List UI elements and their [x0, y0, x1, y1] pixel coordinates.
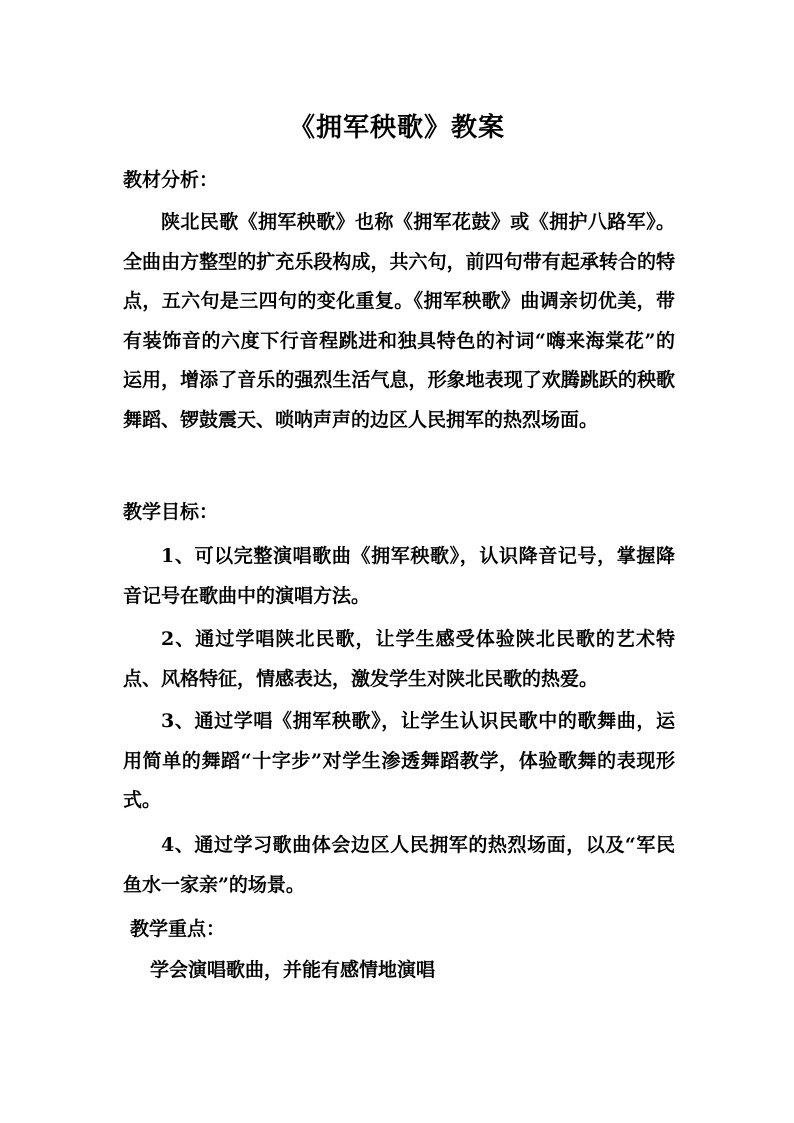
- goal-item-2: 2、通过学唱陕北民歌，让学生感受体验陕北民歌的艺术特点、风格特征，情感表达，激发学生对陕北民歌的热爱。: [123, 628, 675, 690]
- goal-item-3: 3、通过学唱《拥军秧歌》，让学生认识民歌中的歌舞曲，运用简单的舞蹈“十字步”对学生渗透舞蹈教学，体验歌舞的表现形式。: [123, 710, 675, 811]
- section-heading-key-points: 教学重点：: [130, 918, 226, 940]
- key-points-text: 学会演唱歌曲，并能有感情地演唱: [150, 959, 436, 981]
- goal-item-4: 4、通过学习歌曲体会边区人民拥军的热烈场面，以及“军民鱼水一家亲”的场景。: [123, 834, 675, 896]
- analysis-paragraph: 陕北民歌《拥军秧歌》也称《拥军花鼓》或《拥护八路军》。全曲由方整型的扩充乐段构成，共六句，前四句带有起承转合的特点，五六句是三四句的变化重复。《拥军秧歌》曲调亲切优美，带有装饰音的六度下行音程跳进和独具特色的衬词“嗨来海棠花”的运用，增添了音乐的强烈生活气息，形象地表现了欢腾跳跃的秧歌舞蹈、锣鼓震天、唢呐声声的边区人民拥军的热烈场面。: [123, 211, 675, 431]
- section-heading-analysis: 教材分析：: [123, 169, 219, 191]
- document-title: 《拥军秧歌》教案: [288, 113, 505, 143]
- section-heading-goals: 教学目标：: [123, 501, 219, 523]
- goal-item-1: 1、可以完整演唱歌曲《拥军秧歌》，认识降音记号，掌握降音记号在歌曲中的演唱方法。: [123, 545, 675, 607]
